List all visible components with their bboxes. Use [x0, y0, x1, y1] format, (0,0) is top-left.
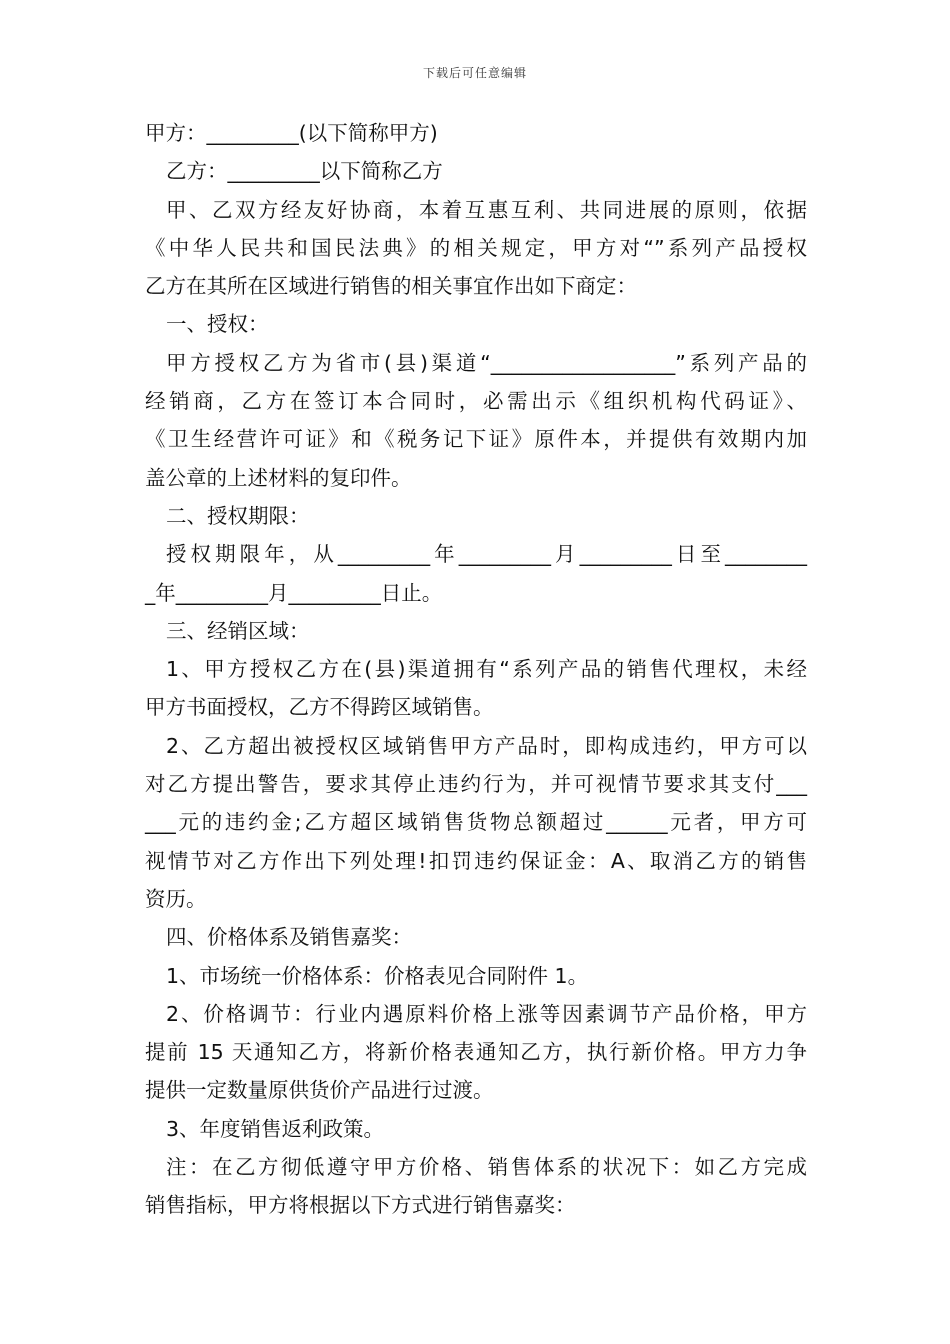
paragraph-line: 经销商，乙方在签订本合同时，必需出示《组织机构代码证》、	[145, 389, 807, 414]
paragraph-line: 2、价格调节：行业内遇原料价格上涨等因素调节产品价格，甲方	[166, 1001, 807, 1026]
paragraph-line: 乙方在其所在区域进行销售的相关事宜作出如下商定：	[145, 274, 637, 299]
paragraph-line: 1、市场统一价格体系：价格表见合同附件 1。	[166, 963, 589, 988]
paragraph-line: 甲方书面授权，乙方不得跨区域销售。	[145, 695, 494, 720]
paragraph-line: 1、甲方授权乙方在(县)渠道拥有“系列产品的销售代理权，未经	[166, 657, 807, 682]
paragraph-line: 盖公章的上述材料的复印件。	[145, 465, 412, 490]
paragraph-line: 销售指标，甲方将根据以下方式进行销售嘉奖：	[145, 1193, 576, 1218]
paragraph-line: 资历。	[145, 886, 207, 911]
paragraph-line: 二、授权期限：	[166, 503, 310, 528]
paragraph-line: 2、乙方超出被授权区域销售甲方产品时，即构成违约，甲方可以	[166, 733, 807, 758]
paragraph-line: 甲、乙双方经友好协商，本着互惠互利、共同进展的原则，依据	[166, 197, 807, 222]
paragraph-line: 乙方：_________以下简称乙方	[166, 159, 443, 184]
paragraph-line: 一、授权：	[166, 312, 269, 337]
page-header-note: 下载后可任意编辑	[422, 66, 527, 80]
paragraph-line: 注：在乙方彻低遵守甲方价格、销售体系的状况下：如乙方完成	[166, 1155, 807, 1180]
paragraph-line: 甲方授权乙方为省市(县)渠道“__________________”系列产品的	[166, 350, 807, 375]
paragraph-line: 对乙方提出警告，要求其停止违约行为，并可视情节要求其支付___	[145, 772, 807, 797]
paragraph-line: 甲方：_________(以下简称甲方)	[145, 121, 438, 145]
paragraph-line: 提前 15 天通知乙方，将新价格表通知乙方，执行新价格。甲方力争	[145, 1040, 807, 1065]
paragraph-line: 三、经销区域：	[166, 618, 310, 643]
paragraph-line: _年_________月_________日止。	[145, 580, 443, 605]
paragraph-line: 视情节对乙方作出下列处理!扣罚违约保证金：A、取消乙方的销售	[145, 848, 807, 873]
paragraph-line: 《中华人民共和国民法典》的相关规定，甲方对“”系列产品授权	[145, 235, 807, 260]
paragraph-line: 授权期限年，从_________年_________月_________日至________	[166, 542, 807, 567]
paragraph-line: 《卫生经营许可证》和《税务记下证》原件本，并提供有效期内加	[145, 427, 807, 452]
paragraph-line: 提供一定数量原供货价产品进行过渡。	[145, 1078, 494, 1103]
paragraph-line: ___元的违约金;乙方超区域销售货物总额超过______元者，甲方可	[145, 810, 807, 835]
contract-body	[145, 114, 807, 1225]
paragraph-line: 四、价格体系及销售嘉奖：	[166, 925, 412, 950]
paragraph-line: 3、年度销售返利政策。	[166, 1116, 385, 1141]
